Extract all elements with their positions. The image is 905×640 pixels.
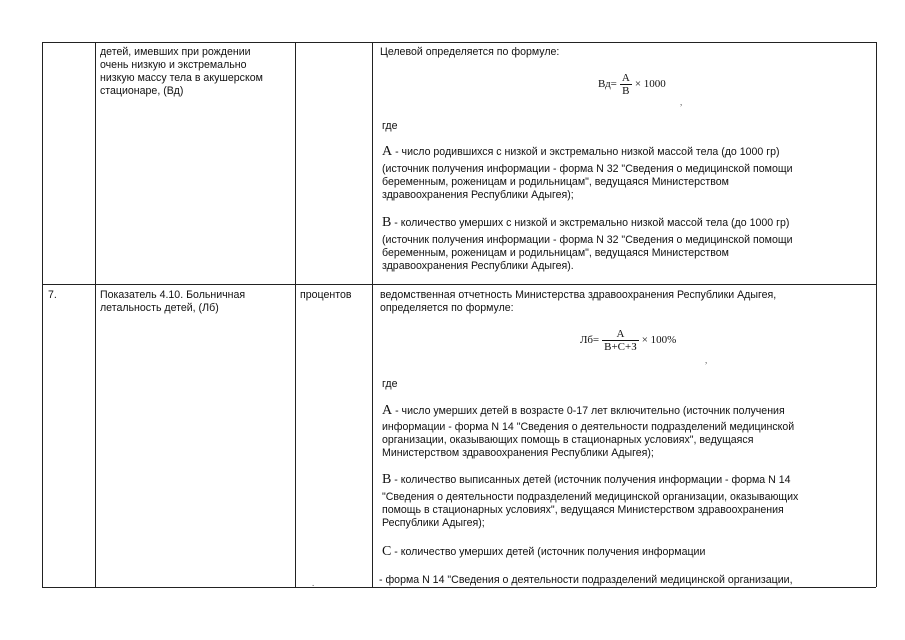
- formula-numerator: А: [621, 72, 630, 84]
- text-line: низкую массу тела в акушерском: [100, 72, 263, 84]
- text-line: информации - форма N 14 "Сведения о деятельности подразделений медицинской: [382, 421, 795, 433]
- row2-number: 7.: [48, 289, 57, 301]
- text-line: здравоохранения Республики Адыгея).: [382, 260, 574, 272]
- text-line: "Сведения о деятельности подразделений медицинской организации, оказывающих: [382, 491, 799, 503]
- row2-unit: процентов: [300, 289, 352, 301]
- stray-mark: ,: [680, 97, 683, 107]
- formula-multiplier: × 1000: [634, 78, 666, 90]
- text-line: - количество умерших детей (источник получения информации: [394, 546, 706, 558]
- column-divider-3: [372, 42, 373, 587]
- formula-fraction: [620, 72, 632, 97]
- text-line: стационаре, (Вд): [100, 85, 184, 97]
- text-line: здравоохранения Республики Адыгея);: [382, 189, 574, 201]
- text-line: детей, имевших при рождении: [100, 46, 251, 58]
- stray-mark: .: [312, 578, 315, 588]
- text-line: организации, оказывающих помощь в стационарных условиях", ведущаяся: [382, 434, 754, 446]
- formula-lhs: Вд=: [598, 78, 617, 90]
- text-line: помощь в стационарных условиях", ведущаяся Министерством здравоохранения: [382, 504, 784, 516]
- formula-denominator: В: [622, 85, 630, 97]
- text-line: - число родившихся с низкой и экстремально низкой массой тела (до 1000 гр): [395, 146, 780, 158]
- formula-denominator: В+С+З: [604, 341, 637, 353]
- text-line: беременным, роженицам и родильницам", ведущаяся Министерством: [382, 176, 729, 188]
- text-line: Республики Адыгея);: [382, 517, 485, 529]
- formula-lhs: Лб=: [580, 334, 600, 346]
- text-line: очень низкую и экстремально: [100, 59, 247, 71]
- text-line: (источник получения информации - форма N 32 "Сведения о медицинской помощи: [382, 234, 793, 246]
- variable-symbol: С: [382, 544, 392, 559]
- text-line: беременным, роженицам и родильницам", ведущаяся Министерством: [382, 247, 729, 259]
- stray-mark: ,: [705, 355, 708, 365]
- column-divider-2: [295, 42, 296, 587]
- formula-multiplier: × 100%: [641, 334, 677, 346]
- formula-fraction: [602, 328, 639, 353]
- text-line: определяется по формуле:: [380, 302, 514, 314]
- text-line: Министерством здравоохранения Республики Адыгея);: [382, 447, 654, 459]
- text-line: - количество умерших с низкой и экстремально низкой массой тела (до 1000 гр): [394, 217, 790, 229]
- table-left-border: [42, 42, 43, 587]
- variable-symbol: А: [382, 144, 393, 159]
- table-top-border: [42, 42, 876, 43]
- variable-symbol: А: [382, 403, 393, 418]
- table-bottom-border: [42, 587, 876, 588]
- text-line: - количество выписанных детей (источник получения информации - форма N 14: [394, 474, 791, 486]
- row1-where: где: [382, 120, 398, 132]
- row2-formula: [580, 328, 676, 353]
- row1-formula-intro: Целевой определяется по формуле:: [380, 46, 560, 58]
- formula-numerator: А: [616, 328, 625, 340]
- row2-where: где: [382, 378, 398, 390]
- text-line: (источник получения информации - форма N 32 "Сведения о медицинской помощи: [382, 163, 793, 175]
- variable-symbol: В: [382, 472, 392, 487]
- column-divider-1: [95, 42, 96, 587]
- variable-symbol: В: [382, 215, 392, 230]
- text-line: - число умерших детей в возрасте 0-17 лет включительно (источник получения: [395, 405, 785, 417]
- table-right-border: [876, 42, 877, 587]
- row2-last-line: - форма N 14 "Сведения о деятельности подразделений медицинской организации,: [379, 574, 793, 586]
- text-line: ведомственная отчетность Министерства здравоохранения Республики Адыгея,: [380, 289, 777, 301]
- row-separator: [42, 284, 876, 285]
- row1-formula: [598, 72, 666, 97]
- text-line: летальность детей, (Лб): [100, 302, 219, 314]
- text-line: Показатель 4.10. Больничная: [100, 289, 246, 301]
